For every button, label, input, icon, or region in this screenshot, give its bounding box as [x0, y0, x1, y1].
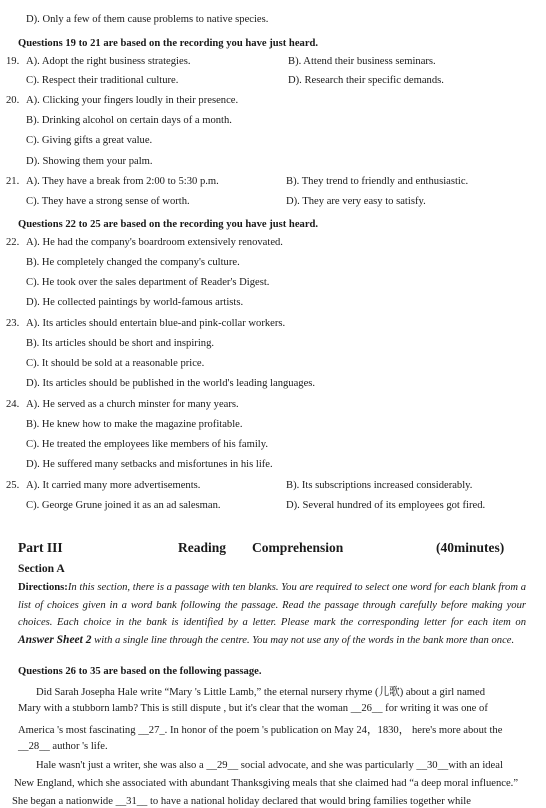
- option-q20-a: A). Clicking your fingers loudly in their presence.: [26, 95, 239, 106]
- passage-text: social advocate, and she was particularly: [238, 760, 417, 771]
- question-number-22: 22.: [6, 237, 20, 248]
- option-q22-a: A). He had the company's boardroom extensively renovated.: [26, 237, 283, 248]
- option-q25-c: C). George Grune joined it as an ad salesman.: [26, 500, 221, 511]
- question-number-23: 23.: [6, 318, 20, 329]
- blank-31: __31__: [115, 796, 148, 807]
- section-title: Section A: [18, 562, 65, 575]
- question-number-20: 20.: [6, 95, 20, 106]
- passage-heading: Questions 26 to 35 are based on the following passage.: [18, 666, 262, 677]
- option-q23-c: C). It should be sold at a reasonable price.: [26, 358, 205, 369]
- option-q23-b: B). Its articles should be short and inspiring.: [26, 338, 215, 349]
- option-q24-c: C). He treated the employees like members of his family.: [26, 439, 269, 450]
- answer-sheet-label: Answer Sheet 2: [18, 633, 92, 646]
- blank-27: __27_: [138, 725, 165, 736]
- group-heading-22-25: Questions 22 to 25 are based on the recording you have just heard.: [18, 219, 319, 230]
- passage-text: for writing it was one of: [382, 703, 488, 714]
- blank-29: __29__: [206, 760, 239, 771]
- directions-label: Directions:: [18, 582, 68, 593]
- option-q22-d: D). He collected paintings by world-famous artists.: [26, 297, 244, 308]
- blank-30: __30__: [416, 760, 449, 771]
- passage-line-7: [12, 796, 471, 807]
- passage-text: Hale wasn't just a writer, she was also a: [36, 760, 207, 771]
- passage-line-5: [36, 760, 503, 771]
- option-q19-a: A). Adopt the right business strategies.: [26, 56, 191, 67]
- question-number-19: 19.: [6, 56, 20, 67]
- blank-26: __26__: [350, 703, 383, 714]
- option-q25-b: B). Its subscriptions increased considerably.: [286, 480, 473, 491]
- option-q21-b: B). They trend to friendly and enthusiastic.: [286, 176, 469, 187]
- part-time: (40minutes): [436, 540, 505, 555]
- passage-text: Mary with a stubborn lamb? This is still dispute , but it's clear that the woman: [18, 703, 351, 714]
- passage-line-6: New England, which she associated with abundant Thanksgiving meals that she claimed had “a deep moral influence.”: [14, 778, 519, 789]
- question-number-21: 21.: [6, 176, 20, 187]
- group-heading-19-21: Questions 19 to 21 are based on the recording you have just heard.: [18, 38, 319, 49]
- option-q24-b: B). He knew how to make the magazine profitable.: [26, 419, 243, 430]
- option-q19-b: B). Attend their business seminars.: [288, 56, 436, 67]
- directions: [18, 579, 526, 649]
- option-q25-d: D). Several hundred of its employees got fired.: [286, 500, 486, 511]
- passage-line-2: [18, 703, 488, 714]
- part-label: Part III: [18, 540, 63, 555]
- passage-line-1: Did Sarah Josepha Hale write “Mary 's Little Lamb,” the eternal nursery rhyme (儿歌) about a girl named: [36, 687, 486, 698]
- option-q22-c: C). He took over the sales department of Reader's Digest.: [26, 277, 270, 288]
- option-q24-a: A). He served as a church minster for many years.: [26, 399, 239, 410]
- passage-line-4: [18, 741, 108, 752]
- option-q21-d: D). They are very easy to satisfy.: [286, 196, 426, 207]
- blank-28: __28__: [18, 741, 50, 752]
- passage-text: She began a nationwide: [12, 796, 116, 807]
- option-q24-d: D). He suffered many setbacks and misfortunes in his life.: [26, 459, 273, 470]
- option-q20-d: D). Showing them your palm.: [26, 156, 153, 167]
- option-q25-a: A). It carried many more advertisements.: [26, 480, 201, 491]
- passage-text: with an ideal: [448, 760, 503, 771]
- option-q21-a: A). They have a break from 2:00 to 5:30 p.m.: [26, 176, 219, 187]
- option-q22-b: B). He completely changed the company's culture.: [26, 257, 240, 268]
- option-q23-a: A). Its articles should entertain blue-and pink-collar workers.: [26, 318, 286, 329]
- passage-text: author 's life.: [49, 741, 108, 752]
- option-q20-b: B). Drinking alcohol on certain days of a month.: [26, 115, 232, 126]
- directions-text-1: In this section, there is a passage with ten blanks. You are required to select one word for each blank from a list of choices given in a word bank following the passage. Read the passage through carefully before making your choices. Each choice in the bank is identified by a letter. Please mark the corresponding letter for each item on: [18, 582, 526, 629]
- part-title-comprehension: Comprehension: [252, 540, 344, 555]
- option-q19-d: D). Research their specific demands.: [288, 75, 444, 86]
- passage-text: . In honor of the poem 's publication on May 24，1830， here's more about the: [164, 725, 503, 736]
- passage-text: America 's most fascinating: [18, 725, 139, 736]
- passage-line-3: [18, 722, 502, 737]
- option-q18-d: D). Only a few of them cause problems to native species.: [26, 14, 269, 25]
- option-q23-d: D). Its articles should be published in the world's leading languages.: [26, 378, 316, 389]
- question-number-25: 25.: [6, 480, 20, 491]
- question-number-24: 24.: [6, 399, 20, 410]
- option-q19-c: C). Respect their traditional culture.: [26, 75, 179, 86]
- option-q20-c: C). Giving gifts a great value.: [26, 135, 153, 146]
- option-q21-c: C). They have a strong sense of worth.: [26, 196, 190, 207]
- part-title-reading: Reading: [178, 540, 227, 555]
- passage-text: to have a national holiday declared that would bring families together while: [147, 796, 471, 807]
- directions-text-2: with a single line through the centre. You may not use any of the words in the bank more than once.: [91, 634, 515, 646]
